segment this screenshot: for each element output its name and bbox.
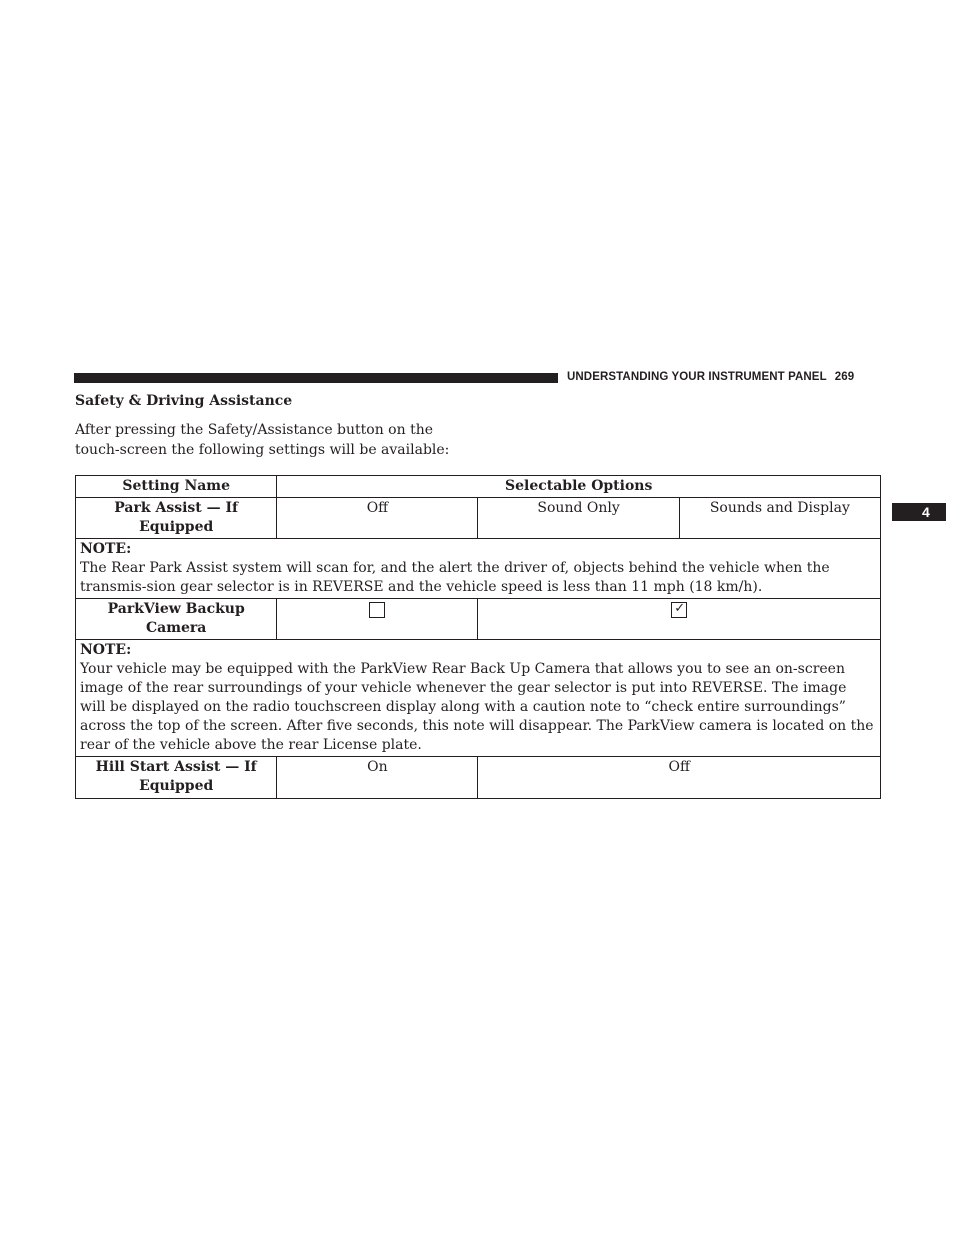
option-unchecked-cell (277, 599, 478, 640)
option-off: Off (478, 757, 881, 799)
note-cell (76, 640, 881, 757)
intro-paragraph: After pressing the Safety/Assistance button on the touch-screen the following settings will be available: (75, 422, 450, 458)
settings-table (75, 475, 881, 799)
option-checked-cell (478, 599, 881, 640)
page-number: 269 (834, 371, 855, 383)
setting-name-parkview: ParkView Backup Camera (76, 599, 277, 640)
setting-name-park-assist: Park Assist — If Equipped (76, 498, 277, 539)
table-row-note-park-assist (76, 539, 881, 599)
note-cell (76, 539, 881, 599)
option-sounds-and-display: Sounds and Display (679, 498, 880, 539)
note-text: The Rear Park Assist system will scan for, and the alert the driver of, objects behind the vehicle when the transmis-sion gear selector is in REVERSE and the vehicle speed is less than 11 mph (18 km/h). (80, 560, 830, 595)
table-header-row (76, 476, 881, 498)
running-header-title: UNDERSTANDING YOUR INSTRUMENT PANEL (567, 371, 827, 383)
note-text: Your vehicle may be equipped with the ParkView Rear Back Up Camera that allows you to see an on-screen image of the rear surroundings of your vehicle whenever the gear selector is put into REVERSE. The image will be displayed on the radio touchscreen display along with a caution note to “check entire surroundings” across the top of the screen. After five seconds, this note will disappear. The ParkView camera is located on the rear of the vehicle above the rear License plate. (80, 661, 874, 753)
header-setting-name: Setting Name (76, 476, 277, 498)
table-row-hill-start (76, 757, 881, 799)
note-label: NOTE: (80, 541, 132, 557)
chapter-tab: 4 (892, 503, 946, 521)
setting-name-hill-start: Hill Start Assist — If Equipped (76, 757, 277, 799)
checked-checkbox-icon: ✓ (671, 602, 687, 618)
note-label: NOTE: (80, 642, 132, 658)
table-row-note-parkview (76, 640, 881, 757)
running-header (567, 371, 854, 383)
option-off: Off (277, 498, 478, 539)
section-heading: Safety & Driving Assistance (75, 393, 293, 409)
option-sound-only: Sound Only (478, 498, 679, 539)
header-selectable-options: Selectable Options (277, 476, 881, 498)
header-rule (74, 373, 558, 383)
table-row-park-assist (76, 498, 881, 539)
option-on: On (277, 757, 478, 799)
empty-checkbox-icon (369, 602, 385, 618)
table-row-parkview (76, 599, 881, 640)
